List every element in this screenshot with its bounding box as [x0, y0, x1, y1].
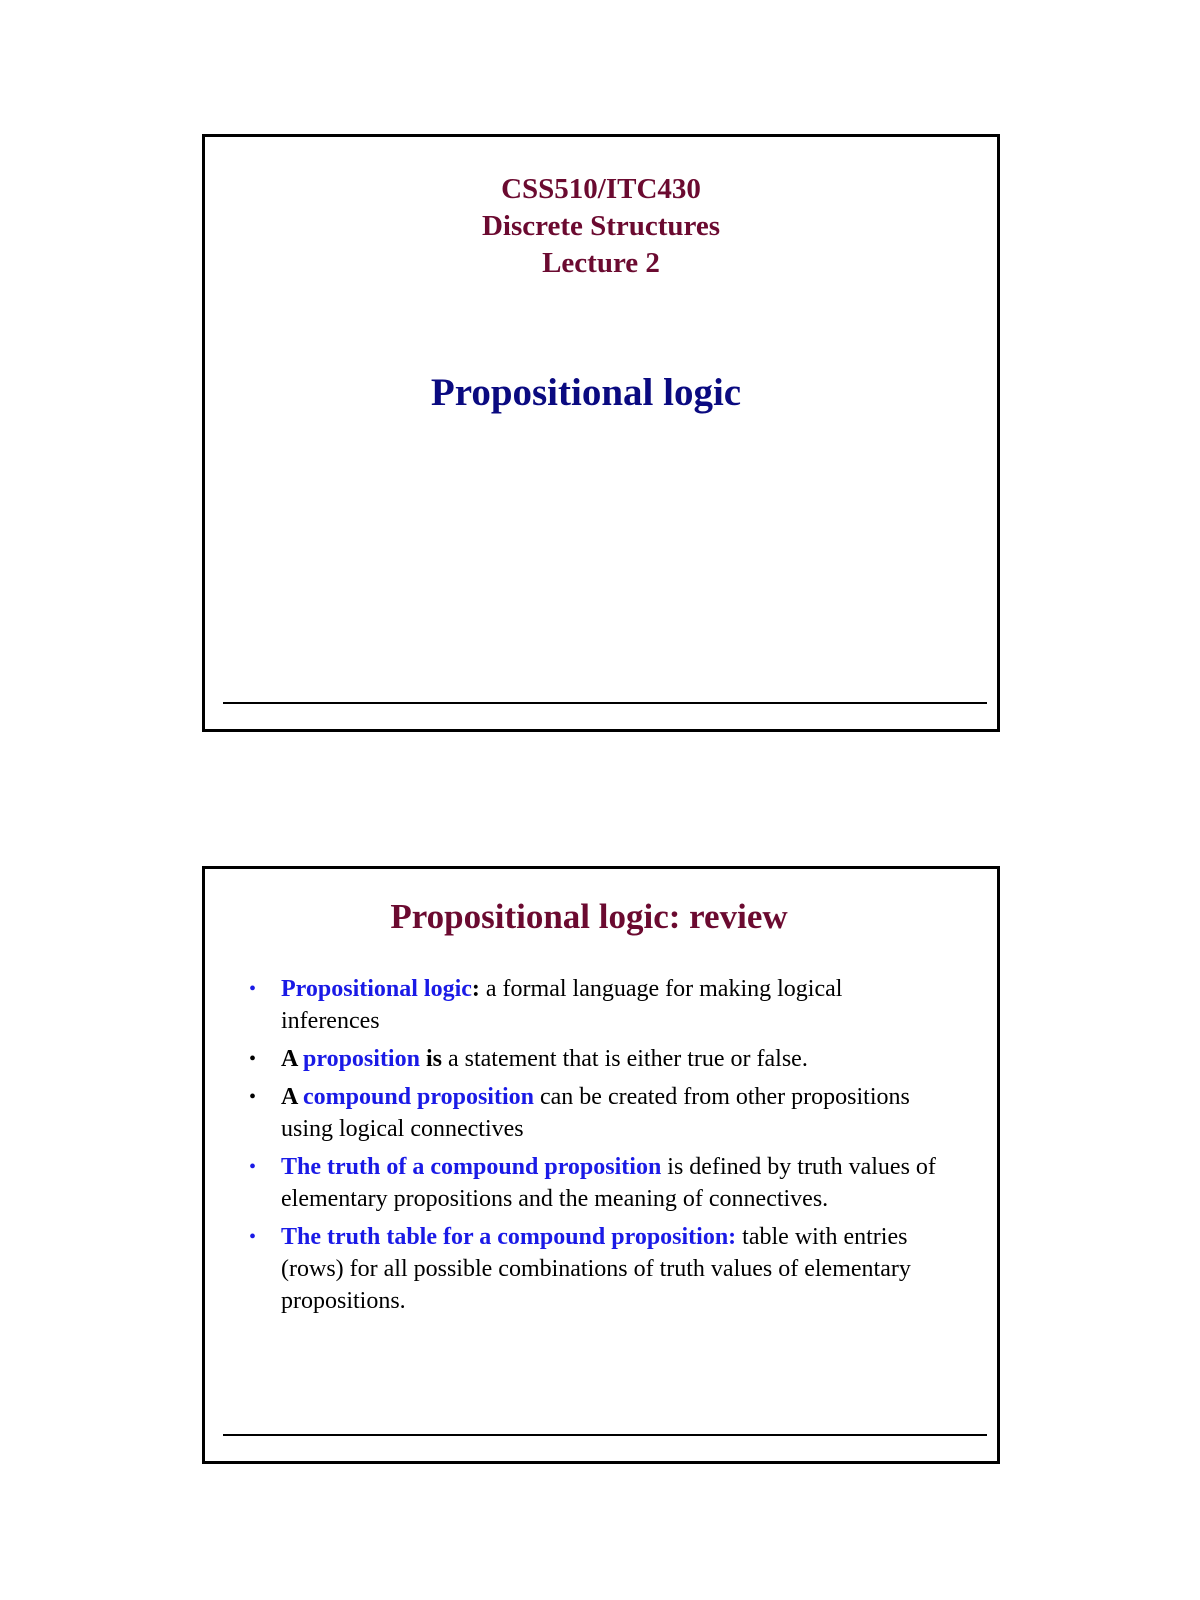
bullet-icon: •: [249, 1086, 257, 1108]
slide-main-title: Propositional logic: [430, 371, 742, 414]
list-item: [249, 973, 939, 1037]
bullet-lead: A: [281, 1084, 304, 1110]
footer-divider: [223, 1434, 987, 1436]
bullet-term: The truth table for a compound proposition:: [281, 1224, 737, 1250]
list-item: [249, 1081, 939, 1145]
bullet-icon: •: [249, 978, 257, 1000]
bullet-text: a statement that is either true or false.: [441, 1046, 808, 1072]
bullet-text: table with entries (rows) for all possible combinations of truth values of elementary propositions.: [281, 1224, 911, 1314]
bullet-icon: •: [249, 1156, 257, 1178]
bullet-term: proposition: [303, 1046, 420, 1072]
bullet-colon: :: [471, 976, 480, 1002]
bullet-text: a formal language for making logical inferences: [281, 976, 843, 1034]
lecture-number: Lecture 2: [542, 247, 660, 279]
bullet-mid: is: [419, 1046, 442, 1072]
course-heading: [205, 171, 997, 282]
list-item: [249, 1151, 939, 1215]
bullet-term: Propositional logic: [281, 976, 472, 1002]
bullet-text: can be created from other propositions using logical connectives: [281, 1084, 910, 1142]
slide-review-title: Propositional logic: review: [390, 897, 788, 936]
slide-title: [202, 134, 1000, 732]
bullet-list: [249, 973, 939, 1323]
slide-review: [202, 866, 1000, 1464]
bullet-icon: •: [249, 1048, 257, 1070]
course-name: Discrete Structures: [481, 210, 721, 242]
bullet-term: The truth of a compound proposition: [281, 1154, 662, 1180]
list-item: [249, 1043, 939, 1075]
footer-divider: [223, 702, 987, 704]
bullet-term: compound proposition: [303, 1084, 534, 1110]
bullet-lead: A: [281, 1046, 304, 1072]
course-code: CSS510/ITC430: [501, 173, 701, 205]
list-item: [249, 1221, 939, 1317]
bullet-icon: •: [249, 1226, 257, 1248]
bullet-text: is defined by truth values of elementary propositions and the meaning of connectives.: [281, 1154, 936, 1212]
